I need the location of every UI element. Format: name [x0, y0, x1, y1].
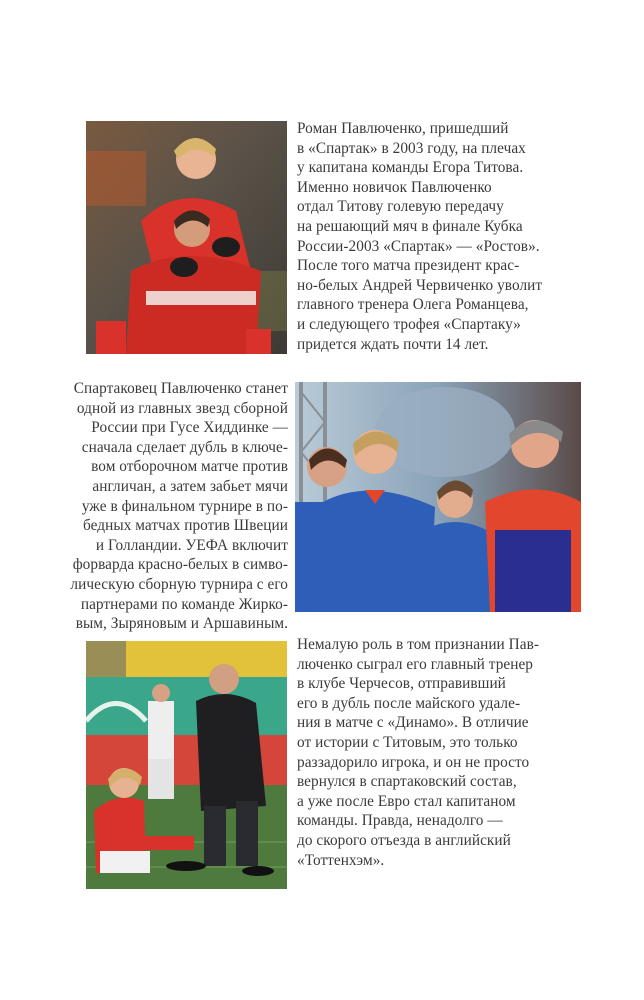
text-line: до скорого отъезда в английский — [297, 831, 511, 849]
text-line: но-белых Андрей Червиченко уволит — [297, 276, 543, 294]
text-line: «Тоттенхэм». — [297, 851, 385, 869]
text-line: придется ждать почти 14 лет. — [297, 335, 489, 353]
text-line: а уже после Евро стал капитаном — [297, 792, 516, 810]
paragraph-pavlyuchenko-national-team — [60, 379, 288, 634]
text-line: отдал Титову голевую передачу — [297, 198, 504, 216]
text-line: на решающий мяч в финале Кубка — [297, 217, 523, 235]
paragraph-cherchesov — [297, 635, 587, 870]
text-line: у капитана команды Егора Титова. — [297, 159, 524, 177]
text-line: России-2003 «Спартак» — «Ростов». — [297, 237, 540, 255]
text-line: одной из главных звезд сборной — [76, 399, 288, 417]
text-line: После того матча президент крас- — [297, 257, 520, 275]
text-line: англичан, а затем забьет мячи — [92, 477, 288, 495]
photo-russia-team-hiddink-image — [295, 382, 581, 612]
photo-cherchesov-pitch — [86, 641, 287, 889]
text-line: бедных матчах против Швеции — [83, 517, 288, 535]
text-line: в «Спартак» в 2003 году, на плечах — [297, 139, 526, 157]
text-line: Именно новичок Павлюченко — [297, 178, 492, 196]
text-line: уже в финальном турнире в по- — [81, 497, 288, 515]
text-line: главного тренера Олега Романцева, — [297, 296, 529, 314]
photo-spartak-celebration-image — [86, 121, 287, 354]
text-line: Немалую роль в том признании Пав- — [297, 636, 540, 653]
text-line: форварда красно-белых в симво- — [72, 556, 288, 574]
paragraph-pavlyuchenko-spartak — [297, 119, 587, 354]
text-line: Спартаковец Павлюченко станет — [73, 380, 288, 397]
text-line: сначала сделает дубль в ключе- — [81, 438, 288, 456]
text-line: вернулся в спартаковский состав, — [297, 773, 517, 791]
photo-russia-team-hiddink — [295, 382, 581, 612]
text-line: лическую сборную турнира с его — [70, 575, 288, 593]
text-line: люченко сыграл его главный тренер — [297, 655, 534, 673]
text-line: Роман Павлюченко, пришедший — [297, 120, 509, 137]
text-line: и Голландии. УЕФА включит — [95, 536, 288, 554]
text-line: партнерами по команде Жирко- — [80, 595, 288, 613]
text-line: раззадорило игрока, и он не просто — [297, 753, 530, 771]
text-line: ния в матче с «Динамо». В отличие — [297, 714, 529, 732]
text-line: от истории с Титовым, это только — [297, 733, 518, 751]
text-line: России при Гусе Хиддинке — — [91, 419, 288, 437]
photo-spartak-celebration — [86, 121, 287, 354]
text-line: и следующего трофея «Спартаку» — [297, 315, 521, 333]
text-line: команды. Правда, ненадолго — — [297, 812, 503, 830]
photo-cherchesov-pitch-image — [86, 641, 287, 889]
text-line: его в дубль после майского удале- — [297, 694, 521, 712]
text-line: в клубе Черчесов, отправивший — [297, 675, 506, 693]
text-line: вым, Зыряновым и Аршавиным. — [75, 615, 288, 633]
text-line: вом отборочном матче против — [91, 458, 288, 476]
